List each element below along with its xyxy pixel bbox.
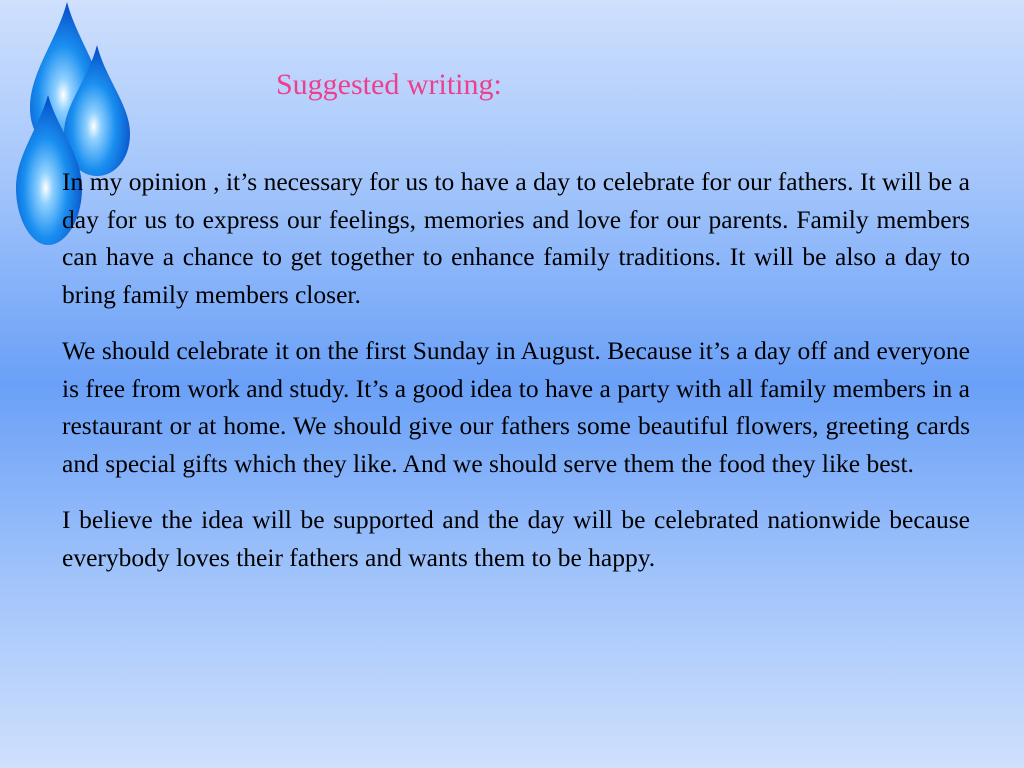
paragraph-celebration: We should celebrate it on the first Sunday in August. Because it’s a day off and everyone is free from work and study. It’s a good idea to have a party with all family members in a restaurant or at home. We should give our fathers some beautiful flowers, greeting cards and special gifts which they like. And we should serve them the food they like best.: [62, 336, 970, 478]
body-text: [62, 163, 970, 595]
slide-title: Suggested writing:: [276, 68, 502, 101]
paragraph-conclusion: I believe the idea will be supported and the day will be celebrated nationwide because everybody loves their fathers and wants them to be happy.: [62, 505, 970, 572]
paragraph-opinion: In my opinion , it’s necessary for us to have a day to celebrate for our fathers. It will be a day for us to express our feelings, memories and love for our parents. Family members can have a chance to get together to enhance family traditions. It will be also a day to bring family members closer.: [62, 167, 970, 309]
